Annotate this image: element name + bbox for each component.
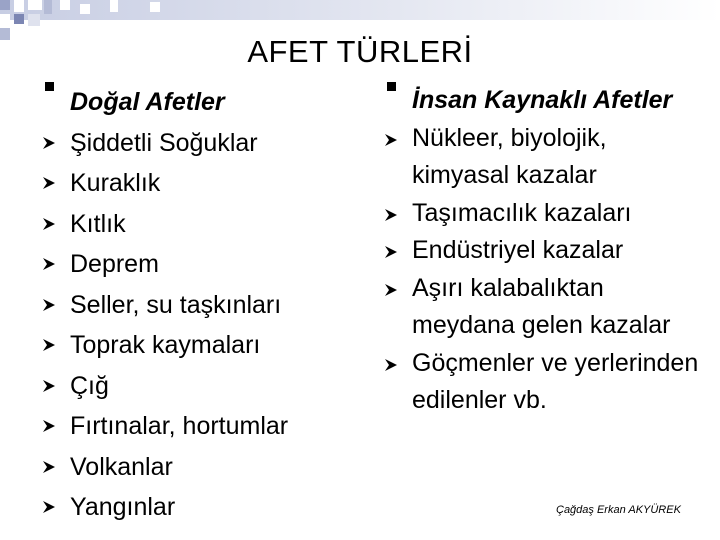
list-item — [42, 204, 362, 245]
list-item — [42, 366, 362, 407]
heading-text: Doğal Afetler — [70, 88, 225, 116]
arrow-bullet-icon — [42, 379, 64, 393]
natural-disasters-column — [42, 82, 362, 528]
item-text: Toprak kaymaları — [70, 331, 261, 359]
item-text: Yangınlar — [70, 493, 176, 521]
list-item — [384, 120, 704, 195]
arrow-bullet-icon — [42, 500, 64, 514]
list-item — [384, 270, 704, 345]
list-item — [384, 345, 704, 420]
arrow-bullet-icon — [42, 338, 64, 352]
item-text: Kıtlık — [70, 209, 126, 238]
list-item — [42, 244, 362, 285]
arrow-bullet-icon — [384, 283, 406, 297]
arrow-bullet-icon — [384, 358, 406, 372]
square-bullet-icon — [384, 82, 406, 91]
list-item — [42, 285, 362, 326]
item-text: Nükleer, biyolojik, kimyasal kazalar — [412, 123, 607, 189]
arrow-bullet-icon — [42, 298, 64, 312]
list-item — [42, 163, 362, 204]
list-item — [42, 487, 362, 528]
arrow-bullet-icon — [42, 419, 64, 433]
heading-text: İnsan Kaynaklı Afetler — [412, 86, 673, 114]
arrow-bullet-icon — [42, 257, 64, 271]
arrow-bullet-icon — [42, 136, 64, 150]
list-item — [384, 232, 704, 270]
arrow-bullet-icon — [384, 245, 406, 259]
list-item — [384, 195, 704, 233]
list-heading — [384, 82, 704, 120]
list-heading — [42, 82, 362, 123]
human-caused-disasters-column — [384, 82, 704, 420]
list-item — [42, 325, 362, 366]
arrow-bullet-icon — [42, 217, 64, 231]
item-text: Aşırı kalabalıktan meydana gelen kazalar — [412, 273, 671, 339]
item-text: Taşımacılık kazaları — [412, 198, 632, 227]
item-text: Volkanlar — [70, 452, 173, 481]
slide-title: AFET TÜRLERİ — [247, 34, 473, 69]
item-text: Şiddetli Soğuklar — [70, 128, 258, 157]
square-bullet-icon — [42, 82, 64, 91]
item-text: Göçmenler ve yerlerinden edilenler vb. — [412, 348, 699, 414]
arrow-bullet-icon — [42, 176, 64, 190]
arrow-bullet-icon — [384, 133, 406, 147]
list-item — [42, 123, 362, 164]
item-text: Kuraklık — [70, 169, 161, 197]
item-text: Deprem — [70, 250, 159, 278]
item-text: Fırtınalar, hortumlar — [70, 412, 289, 440]
item-text: Çığ — [70, 371, 109, 400]
list-item — [42, 447, 362, 488]
arrow-bullet-icon — [384, 208, 406, 222]
arrow-bullet-icon — [42, 460, 64, 474]
item-text: Seller, su taşkınları — [70, 290, 282, 319]
list-item — [42, 406, 362, 447]
item-text: Endüstriyel kazalar — [412, 236, 624, 264]
author-signature: Çağdaş Erkan AKYÜREK — [556, 504, 681, 516]
